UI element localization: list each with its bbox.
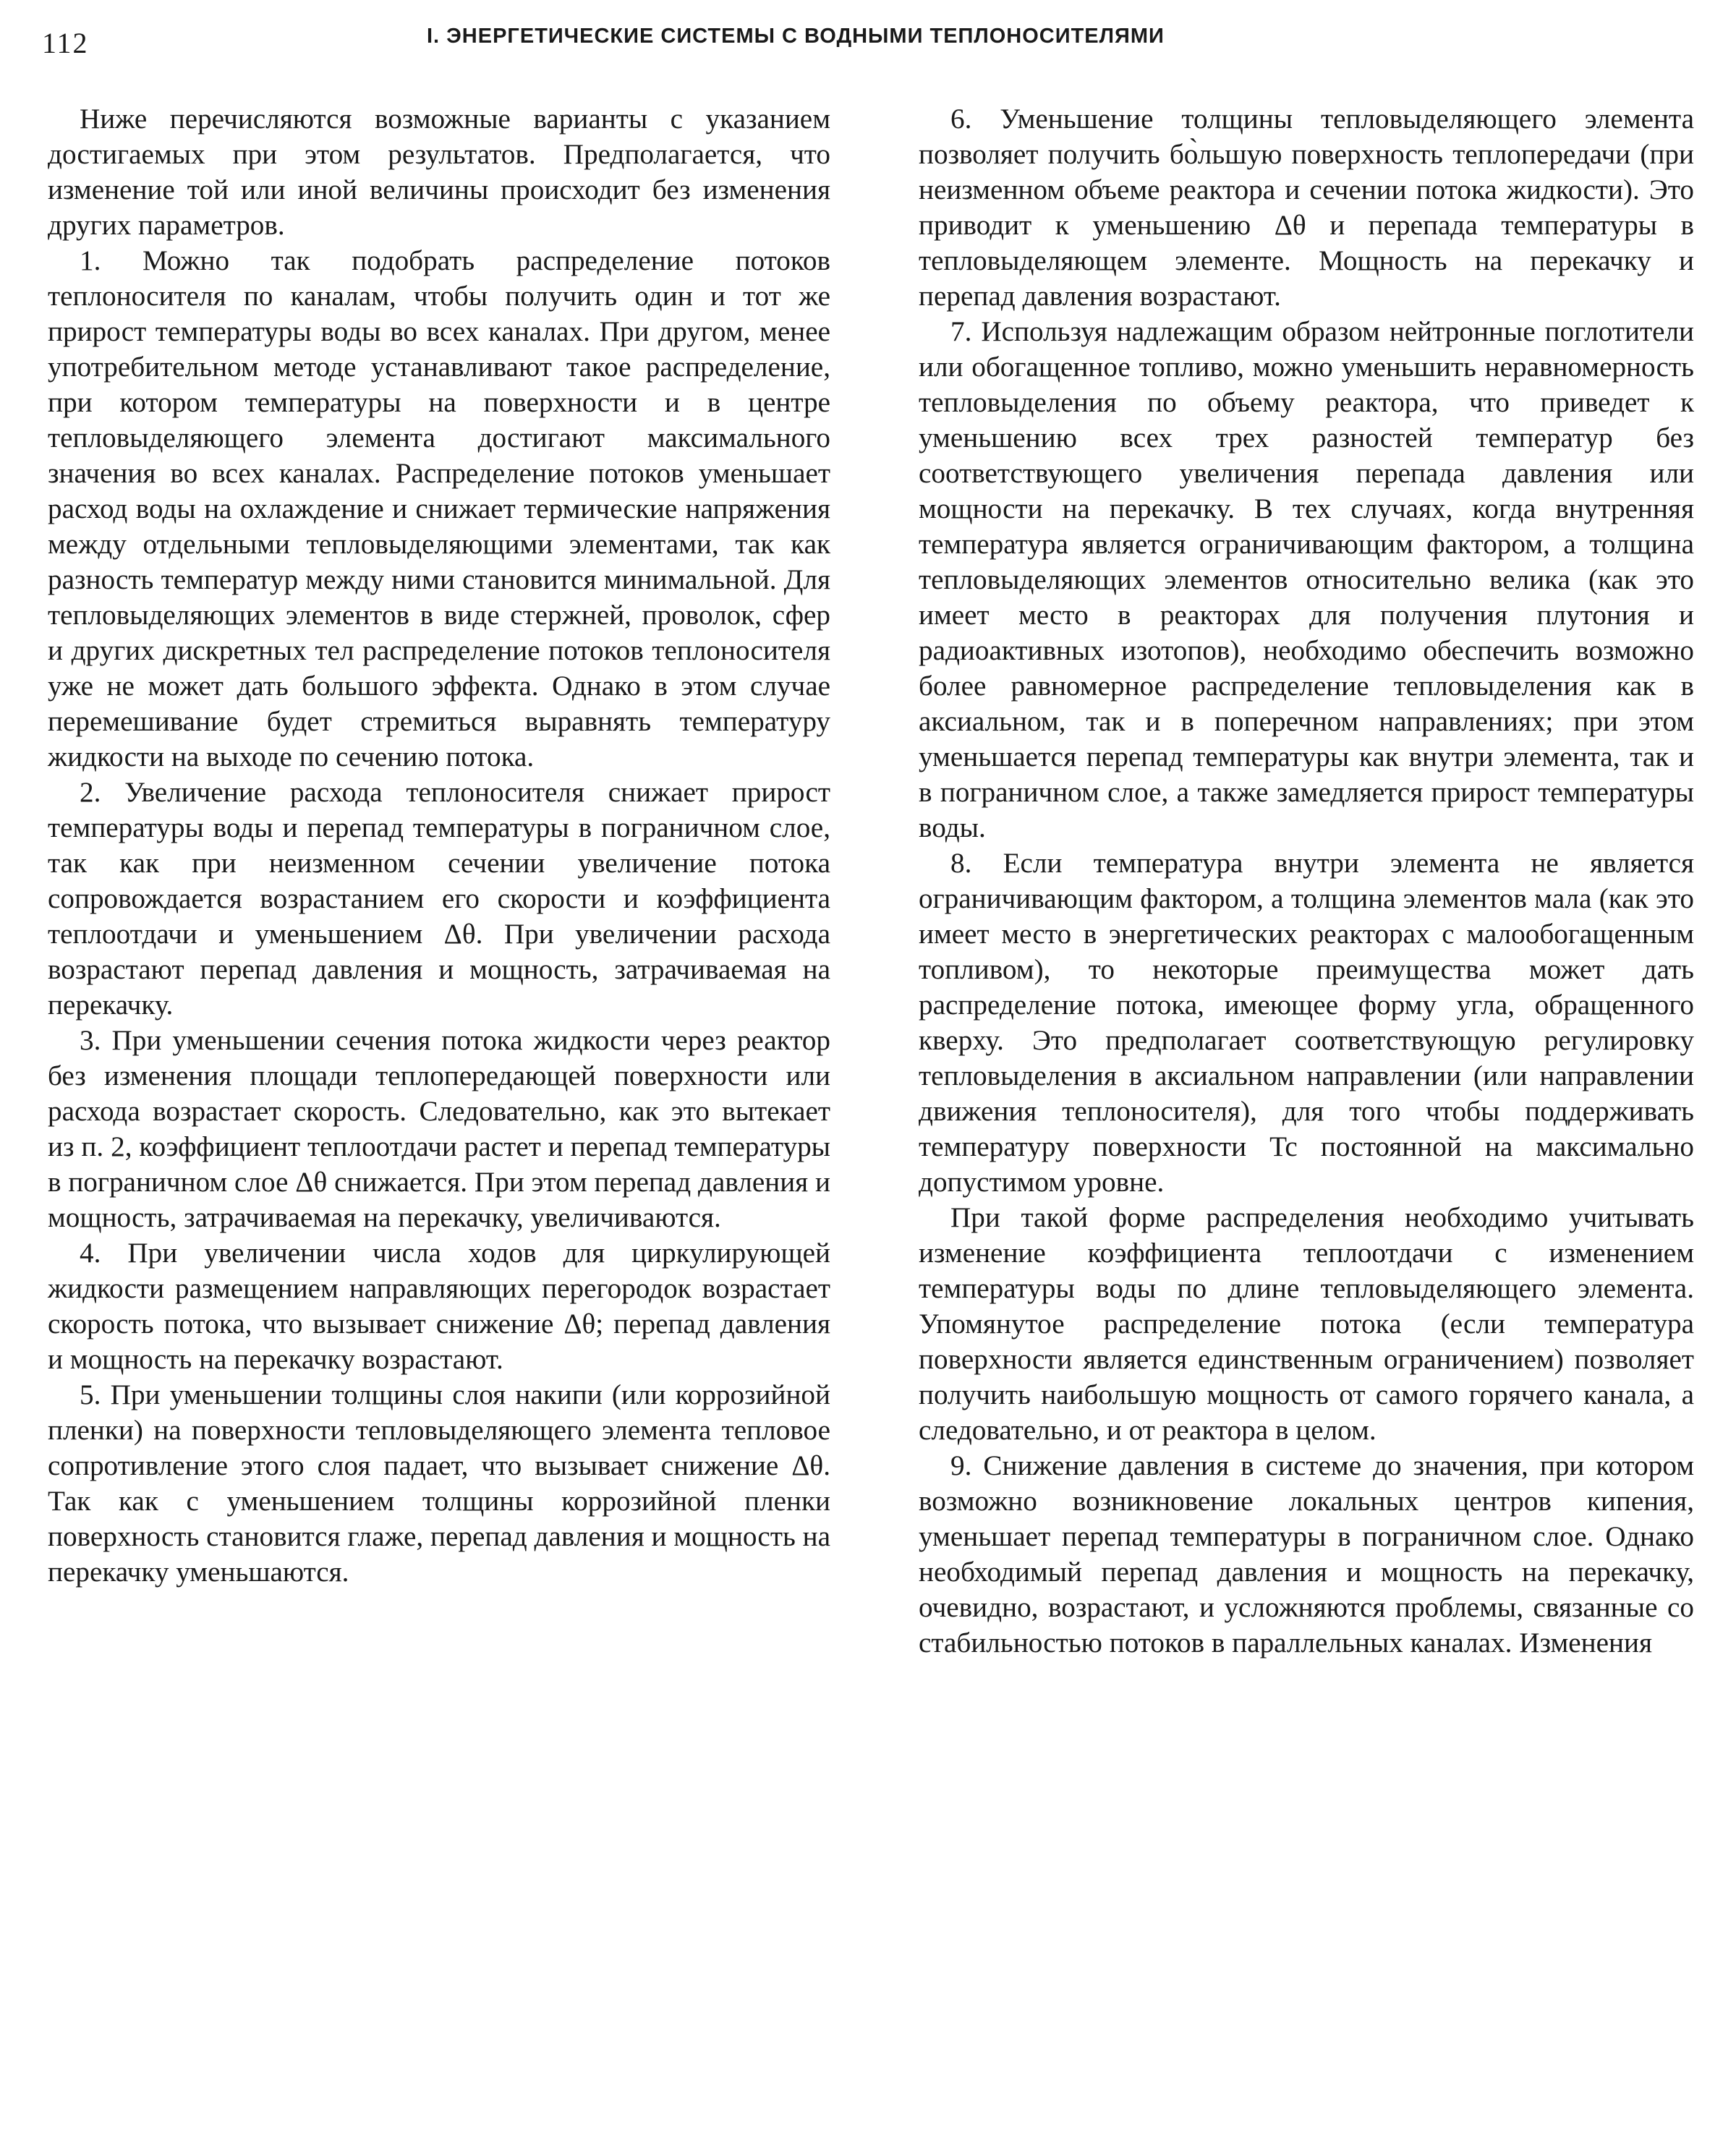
paragraph-item-5: 5. При уменьшении толщины слоя накипи (или коррозийной пленки) на поверхности тепловыделяющего элемента тепловое сопротивление этого слоя падает, что вызывает снижение Δθ. Так как с уменьшением толщины коррозийной пленки поверхность становится глаже, перепад давления и мощность на перекачку уменьшаются.	[48, 1379, 830, 1588]
paragraph-continuation: При такой форме распределения необходимо учитывать изменение коэффициента теплоотдачи с изменением температуры воды по длине тепловыделяющего элемента. Упомянутое распределение потока (если температура поверхности является единственным ограничением) позволяет получить наибольшую мощность от самого горячего канала, а следовательно, и от реактора в целом.	[919, 1202, 1694, 1446]
paragraph-intro: Ниже перечисляются возможные варианты с указанием достигаемых при этом результатов. Предполагается, что изменение той или иной величины происходит без изменения других параметров.	[48, 103, 830, 241]
paragraph-item-1: 1. Можно так подобрать распределение потоков теплоносителя по каналам, чтобы получить один и тот же прирост температуры воды во всех каналах. При другом, менее употребительном методе устанавливают такое распределение, при котором температуры на поверхности и в центре тепловыделяющего элемента достигают максимального значения во всех каналах. Распределение потоков уменьшает расход воды на охлаждение и снижает термические напряжения между отдельными тепловыделяющими элементами, так как разность температур между ними становится минимальной. Для тепловыделяющих элементов в виде стержней, проволок, сфер и других дискретных тел распределение потоков теплоносителя уже не может дать большого эффекта. Однако в этом случае перемешивание будет стремиться выравнять температуру жидкости на выходе по сечению потока.	[48, 245, 830, 772]
paragraph-item-3: 3. При уменьшении сечения потока жидкости через реактор без изменения площади теплопередающей поверхности или расхода возрастает скорость. Следовательно, как это вытекает из п. 2, коэффициент теплоотдачи растет и перепад температуры в пограничном слое Δθ снижается. При этом перепад давления и мощность, затрачиваемая на перекачку, увеличиваются.	[48, 1025, 830, 1233]
paragraph-item-4: 4. При увеличении числа ходов для циркулирующей жидкости размещением направляющих перегородок возрастает скорость потока, что вызывает снижение Δθ; перепад давления и мощность на перекачку возрастают.	[48, 1238, 830, 1375]
paragraph-item-9: 9. Снижение давления в системе до значения, при котором возможно возникновение локальных центров кипения, уменьшает перепад температуры в пограничном слое. Однако необходимый перепад давления и мощность на перекачку, очевидно, возрастают, и усложняются проблемы, связанные со стабильностью потоков в параллельных каналах. Изменения	[919, 1450, 1694, 1659]
paragraph-item-6: 6. Уменьшение толщины тепловыделяющего элемента позволяет получить бо̀льшую поверхность теплопередачи (при неизменном объеме реактора и сечении потока жидкости). Это приводит к уменьшению Δθ и перепада температуры в тепловыделяющем элементе. Мощность на перекачку и перепад давления возрастают.	[919, 103, 1694, 312]
paragraph-item-2: 2. Увеличение расхода теплоносителя снижает прирост температуры воды и перепад температуры в пограничном слое, так как при неизменном сечении увеличение потока сопровождается возрастанием его скорости и коэффициента теплоотдачи и уменьшением Δθ. При увеличении расхода возрастают перепад давления и мощность, затрачиваемая на перекачку.	[48, 777, 830, 1021]
page-number: 112	[42, 27, 89, 59]
right-column	[919, 101, 1694, 1661]
running-head: I. ЭНЕРГЕТИЧЕСКИЕ СИСТЕМЫ С ВОДНЫМИ ТЕПЛОНОСИТЕЛЯМИ	[427, 25, 1165, 48]
left-column	[48, 101, 830, 1590]
paragraph-item-8: 8. Если температура внутри элемента не является ограничивающим фактором, а толщина элементов мала (как это имеет место в энергетических реакторах с малообогащенным топливом), то некоторые преимущества может дать распределение потока, имеющее форму угла, обращенного кверху. Это предполагает соответствующую регулировку тепловыделения в аксиальном направлении (или направлении движения теплоносителя), для того чтобы поддерживать температуру поверхности Tc постоянной на максимально допустимом уровне.	[919, 848, 1694, 1198]
paragraph-item-7: 7. Используя надлежащим образом нейтронные поглотители или обогащенное топливо, можно уменьшить неравномерность тепловыделения по объему реактора, что приведет к уменьшению всех трех разностей температур без соответствующего увеличения перепада давления или мощности на перекачку. В тех случаях, когда внутренняя температура является ограничивающим фактором, а толщина тепловыделяющих элементов относительно велика (как это имеет место в реакторах для получения плутония и радиоактивных изотопов), необходимо обеспечить возможно более равномерное распределение тепловыделения как в аксиальном, так и в поперечном направлениях; при этом уменьшается перепад температуры как внутри элемента, так и в пограничном слое, а также замедляется прирост температуры воды.	[919, 316, 1694, 843]
